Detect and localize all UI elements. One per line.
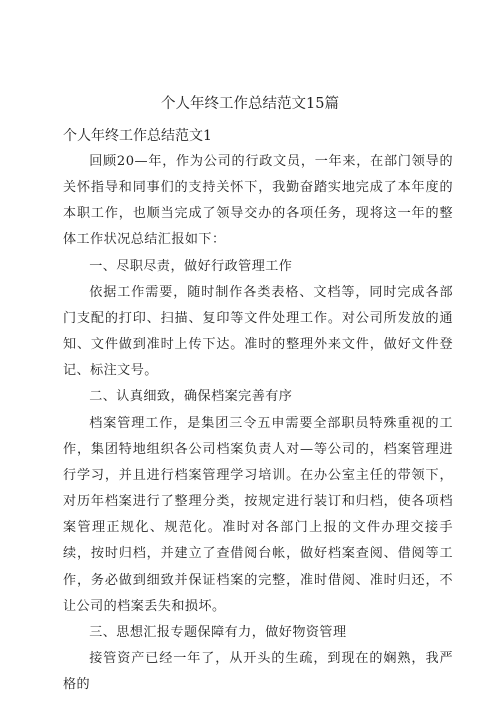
document-title: 个人年终工作总结范文15篇 (161, 96, 339, 112)
section-paragraph-3: 接管资产已经一年了，从开头的生疏，到现在的娴熟，我严格的 (63, 650, 453, 693)
intro-paragraph: 回顾20—年，作为公司的行政文员，一年来，在部门领导的关怀指导和同事们的支持关怀下，我勤奋踏实地完成了本年度的本职工作，也顺当完成了领导交办的各项任务，现将这一年的整体工作状况总结汇报如下： (63, 154, 453, 248)
section-subtitle: 个人年终工作总结范文1 (63, 128, 212, 144)
section-paragraph-1: 依据工作需要，随时制作各类表格、文档等，同时完成各部门支配的打印、扫描、复印等文件处理工作。对公司所发放的通知、文件做到准时上传下达。准时的整理外来文件，做好文件登记、标注文号。 (63, 284, 453, 379)
section-heading-1: 一、尽职尽责，做好行政管理工作 (89, 258, 293, 274)
document-body (63, 149, 453, 698)
section-heading-2: 二、认真细致，确保档案完善有序 (89, 389, 293, 405)
section-heading-3: 三、思想汇报专题保障有力，做好物资管理 (89, 624, 347, 640)
section-paragraph-2: 档案管理工作，是集团三令五申需要全部职员特殊重视的工作，集团特地组织各公司档案负责人对—等公司的，档案管理进行学习，并且进行档案管理学习培训。在办公室主任的带领下，对历年档案进行了整理分类，按规定进行装订和归档，使各项档案管理正规化、规范化。准时对各部门上报的文件办理交接手续，按时归档，并建立了查借阅台帐，做好档案查阅、借阅等工作，务必做到细致并保证档案的完整，准时借阅、准时归还，不让公司的档案丢失和损坏。 (63, 415, 453, 614)
